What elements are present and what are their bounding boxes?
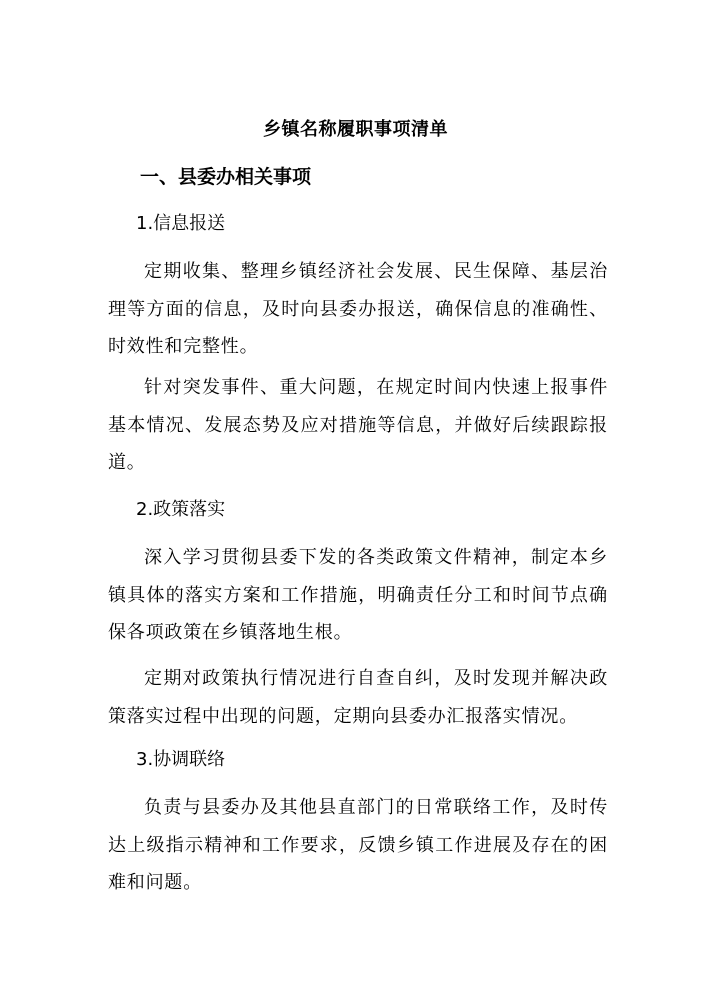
paragraph-coordination-1: 负责与县委办及其他县直部门的日常联络工作，及时传达上级指示精神和工作要求，反馈乡镇工作进展及存在的困难和问题。 — [108, 797, 608, 893]
paragraph-info-2: 针对突发事件、重大问题，在规定时间内快速上报事件基本情况、发展态势及应对措施等信息，并做好后续跟踪报道。 — [108, 377, 608, 473]
paragraph-policy-1: 深入学习贯彻县委下发的各类政策文件精神，制定本乡镇具体的落实方案和工作措施，明确责任分工和时间节点确保各项政策在乡镇落地生根。 — [108, 547, 608, 643]
section-heading: 一、县委办相关事项 — [140, 166, 312, 188]
subsection-heading-policy: 2.政策落实 — [136, 499, 226, 520]
paragraph-info-1: 定期收集、整理乡镇经济社会发展、民生保障、基层治理等方面的信息，及时向县委办报送，确保信息的准确性、时效性和完整性。 — [108, 261, 608, 357]
subsection-heading-info: 1.信息报送 — [136, 213, 226, 234]
paragraph-policy-2: 定期对政策执行情况进行自查自纠，及时发现并解决政策落实过程中出现的问题，定期向县委办汇报落实情况。 — [108, 668, 608, 727]
document-title: 乡镇名称履职事项清单 — [263, 119, 448, 140]
subsection-heading-coordination: 3.协调联络 — [136, 749, 226, 770]
